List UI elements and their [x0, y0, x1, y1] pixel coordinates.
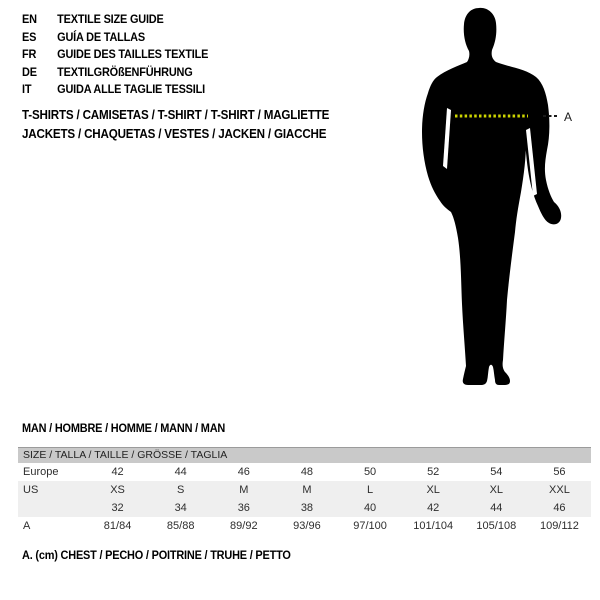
row-label: A	[23, 520, 31, 532]
size-cell: 101/104	[413, 520, 454, 532]
language-code: IT	[22, 84, 32, 96]
language-label: TEXTILE SIZE GUIDE	[57, 14, 164, 26]
size-cell: S	[177, 484, 185, 496]
size-cell: XL	[489, 484, 504, 496]
language-code: FR	[22, 49, 37, 61]
language-list	[22, 12, 208, 100]
size-cell: L	[367, 484, 374, 496]
language-row	[22, 12, 208, 30]
size-cell: XS	[110, 484, 125, 496]
language-label: GUIDE DES TAILLES TEXTILE	[57, 49, 209, 61]
size-cell: 54	[490, 466, 503, 478]
chest-measure-footnote: A. (cm) CHEST / PECHO / POITRINE / TRUHE / PETTO	[22, 550, 291, 562]
size-cell: 81/84	[103, 520, 132, 532]
size-cell: 85/88	[166, 520, 195, 532]
size-cell: XL	[426, 484, 440, 496]
table-row-chest-cm	[18, 517, 591, 535]
size-cell: 40	[363, 502, 377, 514]
language-row	[22, 30, 208, 48]
size-cell: 36	[237, 502, 250, 514]
size-cell: 109/112	[539, 520, 579, 532]
size-cell: 48	[300, 466, 314, 478]
size-cell: M	[239, 484, 249, 496]
category-line-jackets: JACKETS / CHAQUETAS / VESTES / JACKEN / GIACCHE	[22, 127, 327, 141]
size-cell: 97/100	[353, 520, 387, 532]
language-row	[22, 82, 208, 100]
size-cell: 89/92	[230, 520, 258, 532]
size-cell: 56	[553, 466, 566, 478]
size-cell: 42	[427, 502, 440, 514]
size-cell: 46	[237, 466, 250, 478]
size-cell: XXL	[549, 484, 570, 496]
language-row	[22, 47, 208, 65]
size-cell: 105/108	[476, 520, 517, 532]
language-label: GUÍA DE TALLAS	[57, 31, 145, 44]
size-table	[18, 447, 591, 535]
category-list	[22, 106, 329, 144]
row-label: US	[23, 484, 39, 496]
size-cell: 44	[490, 502, 503, 514]
section-title-man: MAN / HOMBRE / HOMME / MANN / MAN	[22, 423, 226, 435]
language-row	[22, 65, 208, 83]
category-line-tshirts: T-SHIRTS / CAMISETAS / T-SHIRT / T-SHIRT / MAGLIETTE	[22, 108, 330, 122]
measure-label-a: A	[564, 110, 573, 124]
size-cell: 46	[553, 502, 566, 514]
size-cell: 32	[111, 502, 124, 514]
size-cell: M	[302, 484, 312, 496]
language-code: ES	[22, 31, 37, 44]
language-label: TEXTILGRÖßENFÜHRUNG	[57, 66, 193, 79]
row-label: Europe	[23, 466, 59, 478]
size-cell: 42	[111, 466, 124, 478]
size-cell: 44	[174, 466, 187, 478]
language-code: EN	[22, 14, 37, 26]
size-cell: 50	[363, 466, 377, 478]
size-cell: 38	[300, 502, 314, 514]
man-figure-diagram	[395, 0, 600, 400]
table-row-us-letters	[18, 481, 591, 499]
man-silhouette	[422, 8, 561, 385]
size-cell: 52	[427, 466, 440, 478]
language-code: DE	[22, 66, 37, 79]
table-row-europe	[18, 463, 591, 481]
table-row-us-numbers	[18, 499, 591, 517]
language-label: GUIDA ALLE TAGLIE TESSILI	[57, 84, 205, 96]
size-cell: 34	[174, 502, 187, 514]
size-cell: 93/96	[293, 520, 321, 532]
size-table-header: SIZE / TALLA / TAILLE / GRÖSSE / TAGLIA	[18, 447, 591, 463]
